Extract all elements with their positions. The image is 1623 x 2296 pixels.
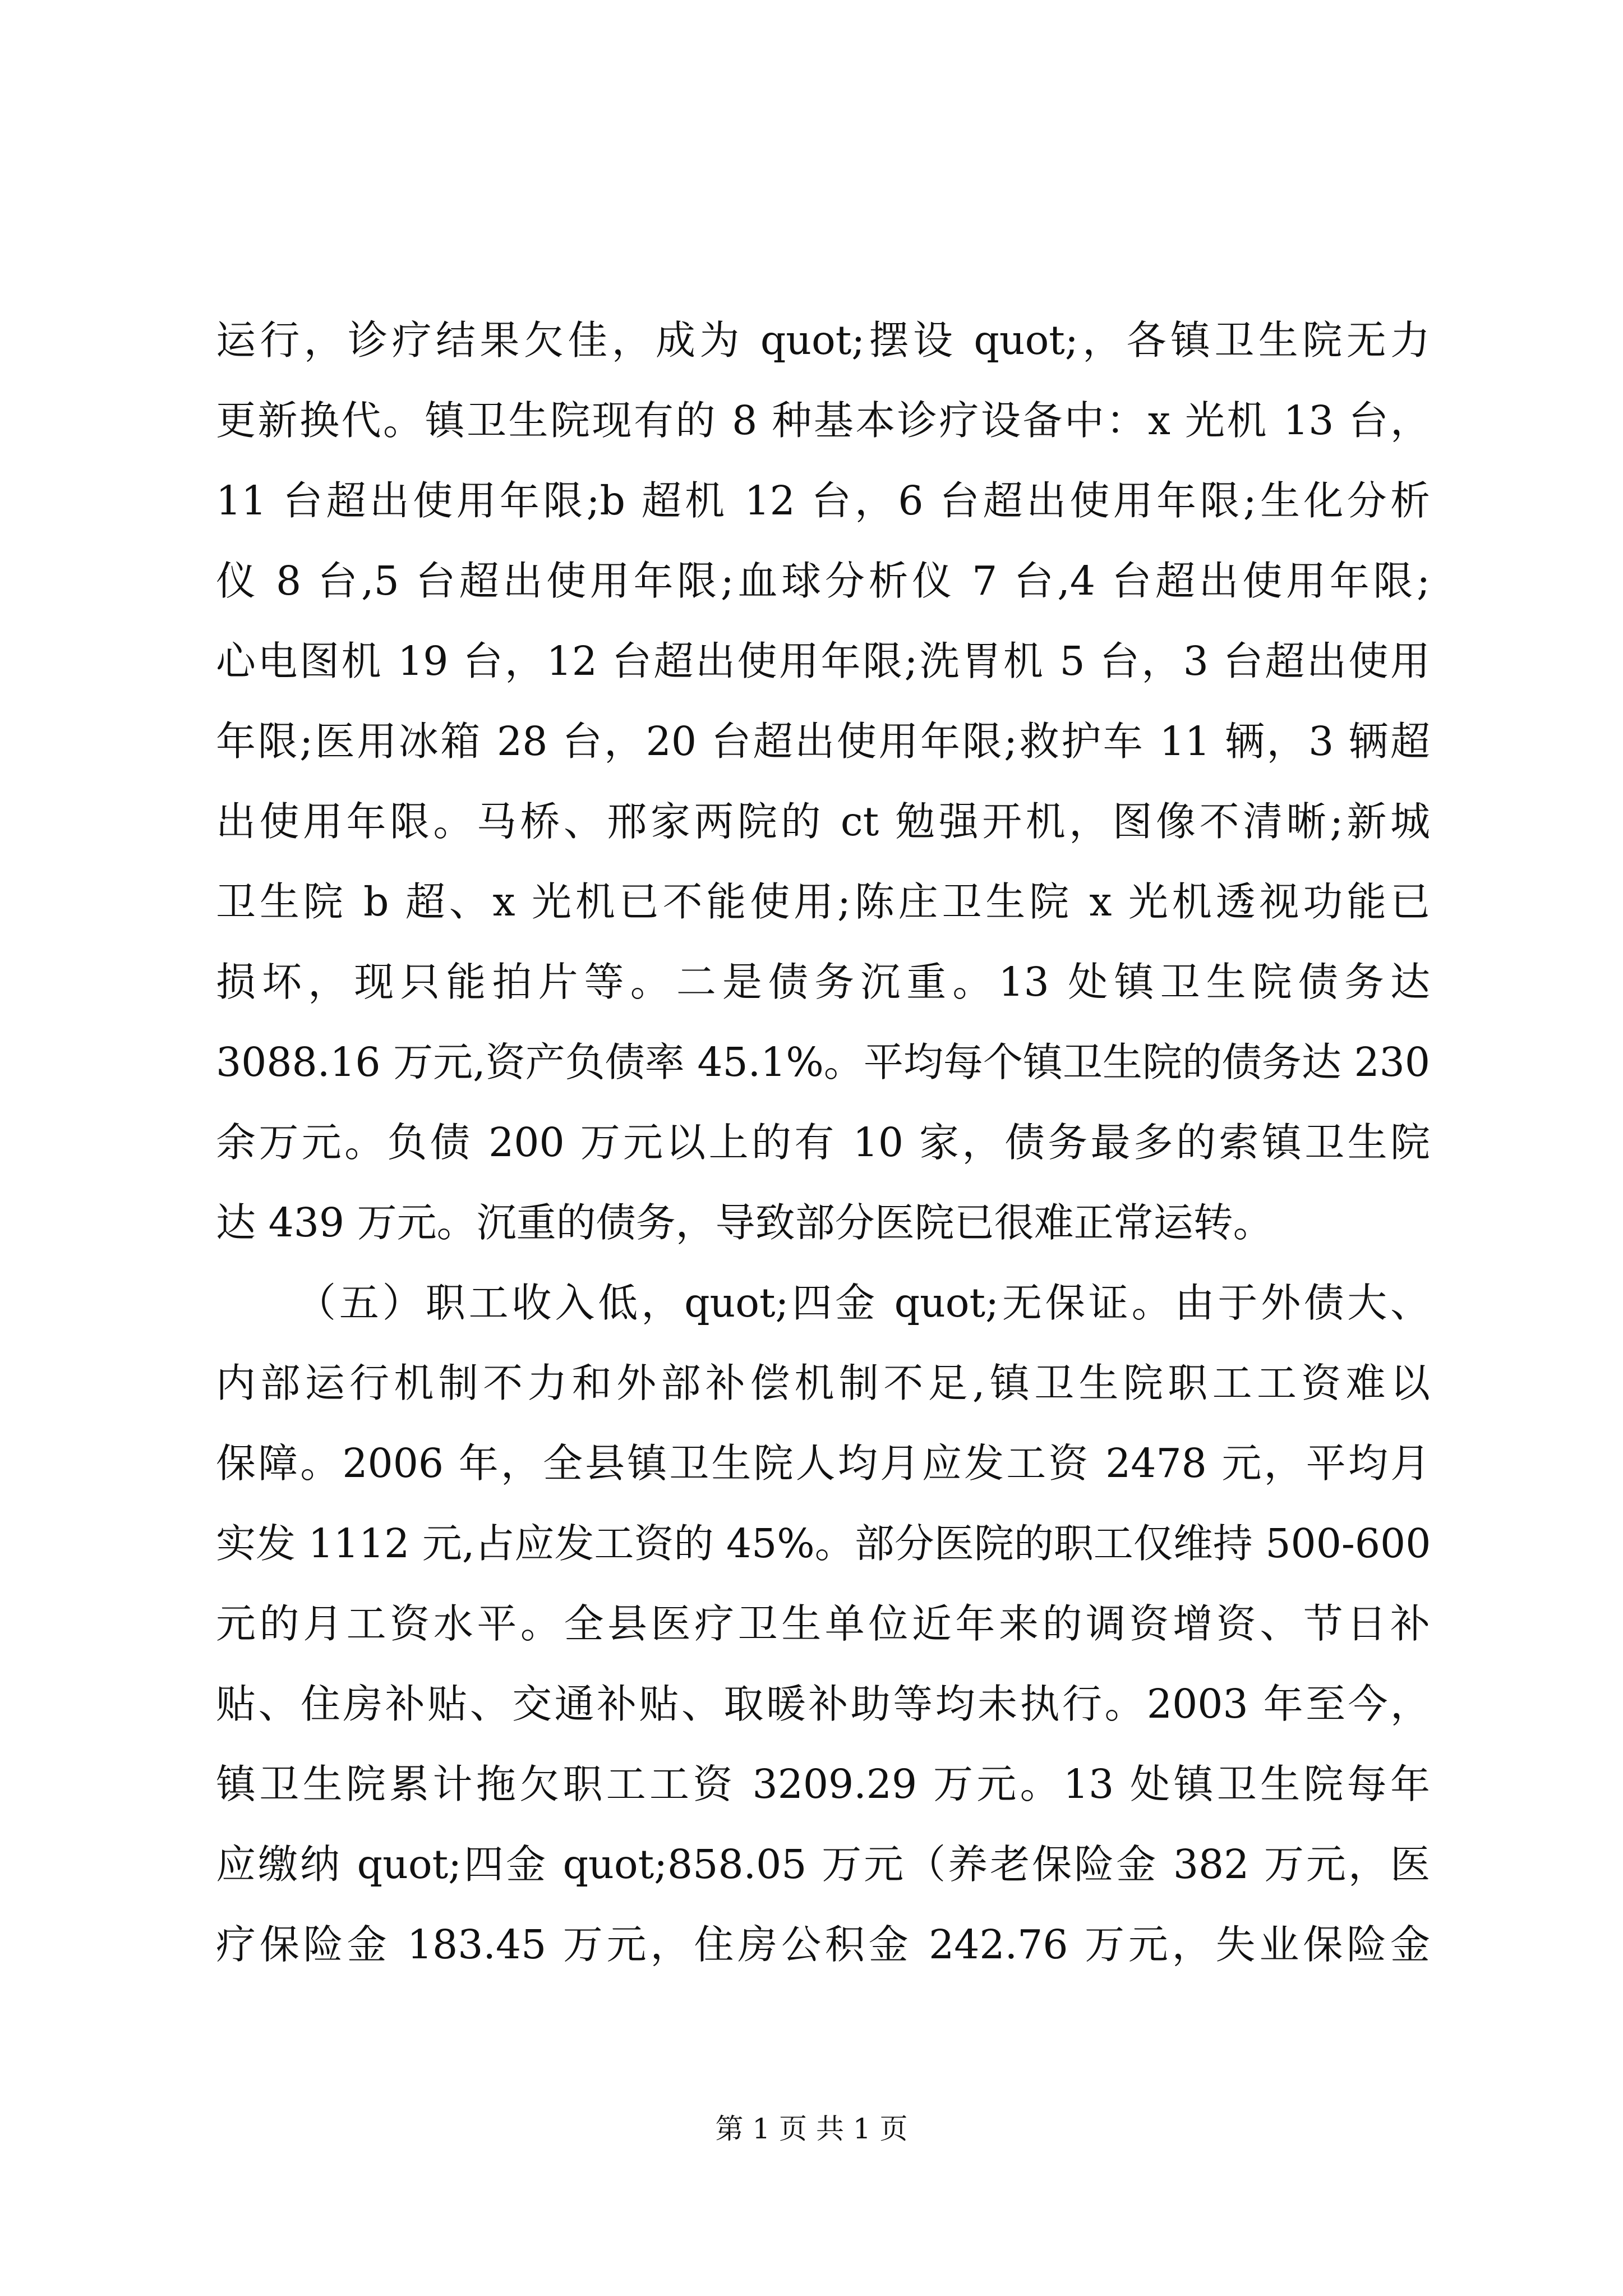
text-line: 运行，诊疗结果欠佳，成为 quot;摆设 quot;，各镇卫生院无力	[216, 317, 1430, 364]
text-line: 年限;医用冰箱 28 台，20 台超出使用年限;救护车 11 辆，3 辆超	[216, 718, 1430, 765]
text-line: 余万元。负债 200 万元以上的有 10 家，债务最多的索镇卫生院	[216, 1119, 1430, 1166]
text-line: 贴、住房补贴、交通补贴、取暖补助等均未执行。2003 年至今，	[216, 1681, 1430, 1727]
body-text	[216, 300, 1430, 1985]
text-line: 实发 1112 元,占应发工资的 45%。部分医院的职工仅维持 500-600	[216, 1520, 1431, 1567]
text-line: 出使用年限。马桥、邢家两院的 ct 勉强开机，图像不清晰;新城	[216, 798, 1430, 845]
text-line: 损坏，现只能拍片等。二是债务沉重。13 处镇卫生院债务达	[216, 959, 1430, 1005]
text-line: 心电图机 19 台，12 台超出使用年限;洗胃机 5 台，3 台超出使用	[216, 638, 1430, 684]
text-line: 卫生院 b 超、x 光机已不能使用;陈庄卫生院 x 光机透视功能已	[216, 878, 1430, 925]
text-line: 更新换代。镇卫生院现有的 8 种基本诊疗设备中：x 光机 13 台，	[216, 397, 1430, 444]
paragraph-start-line: （五）职工收入低，quot;四金 quot;无保证。由于外债大、	[296, 1280, 1430, 1326]
text-line: 仪 8 台,5 台超出使用年限;血球分析仪 7 台,4 台超出使用年限;	[216, 558, 1430, 604]
text-line: 3088.16 万元,资产负债率 45.1%。平均每个镇卫生院的债务达 230	[216, 1039, 1430, 1085]
text-line: 元的月工资水平。全县医疗卫生单位近年来的调资增资、节日补	[216, 1600, 1430, 1647]
text-line: 保障。2006 年，全县镇卫生院人均月应发工资 2478 元，平均月	[216, 1440, 1430, 1487]
text-line: 内部运行机制不力和外部补偿机制不足,镇卫生院职工工资难以	[216, 1360, 1430, 1406]
text-line: 疗保险金 183.45 万元，住房公积金 242.76 万元，失业保险金	[216, 1921, 1430, 1968]
text-line: 11 台超出使用年限;b 超机 12 台，6 台超出使用年限;生化分析	[216, 477, 1430, 524]
text-line: 应缴纳 quot;四金 quot;858.05 万元（养老保险金 382 万元，医	[216, 1841, 1430, 1888]
text-line: 镇卫生院累计拖欠职工工资 3209.29 万元。13 处镇卫生院每年	[216, 1761, 1430, 1807]
text-line: 达 439 万元。沉重的债务，导致部分医院已很难正常运转。	[216, 1199, 1273, 1246]
page-number-footer: 第 1 页 共 1 页	[715, 2113, 908, 2145]
